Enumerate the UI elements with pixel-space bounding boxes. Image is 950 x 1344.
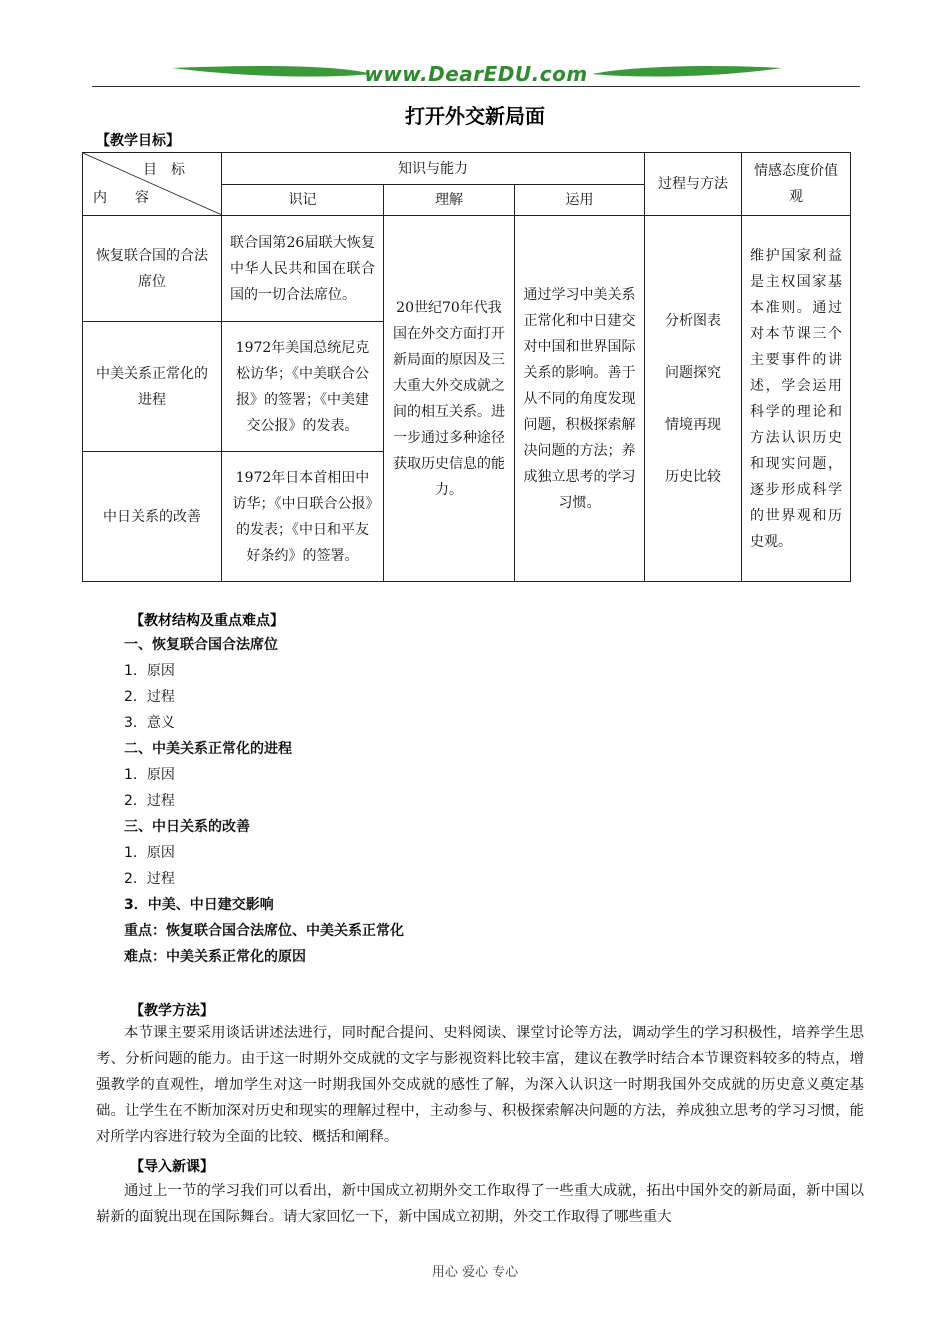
section-intro: 【导入新课】 [130, 1159, 214, 1175]
methods-paragraph: 本节课主要采用谈话讲述法进行，同时配合提问、史料阅读、课堂讨论等方法，调动学生的学习积极性，培养学生思考、分析问题的能力。由于这一时期外交成就的文字与影视资料比较丰富，建议在教学时结合本节课资料较多的特点，增强教学的直观性，增加学生对这一时期我国外交成就的感性了解，为深入认识这一时期我国外交成就的历史意义奠定基础。让学生在不断加深对历史和现实的理解过程中，主动参与、积极探索解决问题的方法，养成独立思考的学习习惯，能对所学内容进行较为全面的比较、概括和阐释。 [96, 1025, 864, 1145]
section-structure: 【教材结构及重点难点】 [130, 613, 284, 629]
outline-heading: 二、中美关系正常化的进程 [124, 741, 292, 757]
site-url[interactable]: www.DearEDU.com [364, 62, 588, 86]
subheader-memory: 识记 [222, 185, 384, 216]
objectives-table [82, 152, 851, 582]
page-footer: 用心 爱心 专心 [431, 1265, 519, 1280]
page-title: 打开外交新局面 [405, 104, 545, 128]
outline-list [124, 632, 844, 970]
header-rule [92, 86, 860, 87]
outline-heading: 一、恢复联合国合法席位 [124, 637, 278, 653]
header-attitude: 情感态度价值观 [742, 153, 851, 216]
section-objectives: 【教学目标】 [96, 133, 180, 149]
subheader-application: 运用 [515, 185, 645, 216]
table-corner-cell [83, 153, 222, 216]
understanding-cell: 20世纪70年代我国在外交方面打开新局面的原因及三大重大外交成就之间的相互关系。进一步通过多种途径获取历史信息的能力。 [384, 216, 515, 582]
outline-item: 2．过程 [124, 689, 175, 705]
outline-item: 1．原因 [124, 845, 175, 861]
application-cell: 通过学习中美关系正常化和中日建交对中国和世界国际关系的影响。善于从不同的角度发现问题，积极探索解决问题的方法；养成独立思考的学习习惯。 [515, 216, 645, 582]
row-memory: 联合国第26届联大恢复中华人民共和国在联合国的一切合法席位。 [222, 216, 384, 322]
outline-item: 1．原因 [124, 767, 175, 783]
corner-top-label: 目 标 [143, 162, 185, 178]
subheader-understanding: 理解 [384, 185, 515, 216]
row-topic: 恢复联合国的合法席位 [83, 216, 222, 322]
header-knowledge: 知识与能力 [222, 153, 645, 185]
outline-item: 3．意义 [124, 715, 175, 731]
process-item: 情境再现 [665, 416, 721, 433]
row-memory: 1972年日本首相田中访华；《中日联合公报》的发表；《中日和平友好条约》的签署。 [222, 452, 384, 582]
corner-bottom-label: 内 容 [93, 190, 149, 206]
outline-item: 3．中美、中日建交影响 [124, 897, 274, 913]
difficult-points: 难点：中美关系正常化的原因 [124, 949, 306, 965]
outline-item: 2．过程 [124, 871, 175, 887]
row-topic: 中日关系的改善 [83, 452, 222, 582]
process-item: 分析图表 [665, 312, 721, 329]
outline-item: 1．原因 [124, 663, 175, 679]
row-memory: 1972年美国总统尼克松访华；《中美联合公报》的签署；《中美建交公报》的发表。 [222, 322, 384, 452]
header-process: 过程与方法 [645, 153, 742, 216]
section-methods: 【教学方法】 [130, 1003, 214, 1019]
process-cell [645, 216, 742, 582]
outline-item: 2．过程 [124, 793, 175, 809]
process-item: 历史比较 [665, 468, 721, 485]
intro-paragraph: 通过上一节的学习我们可以看出，新中国成立初期外交工作取得了一些重大成就，拓出中国外交的新局面，新中国以崭新的面貌出现在国际舞台。请大家回忆一下，新中国成立初期，外交工作取得了哪些重大 [96, 1183, 864, 1225]
attitude-cell: 维护国家利益是主权国家基本准则。通过对本节课三个主要事件的讲述，学会运用科学的理论和方法认识历史和现实问题，逐步形成科学的世界观和历史观。 [742, 216, 851, 582]
key-points: 重点：恢复联合国合法席位、中美关系正常化 [124, 923, 404, 939]
process-item: 问题探究 [665, 364, 721, 381]
site-banner [92, 60, 860, 90]
row-topic: 中美关系正常化的进程 [83, 322, 222, 452]
outline-heading: 三、中日关系的改善 [124, 819, 250, 835]
